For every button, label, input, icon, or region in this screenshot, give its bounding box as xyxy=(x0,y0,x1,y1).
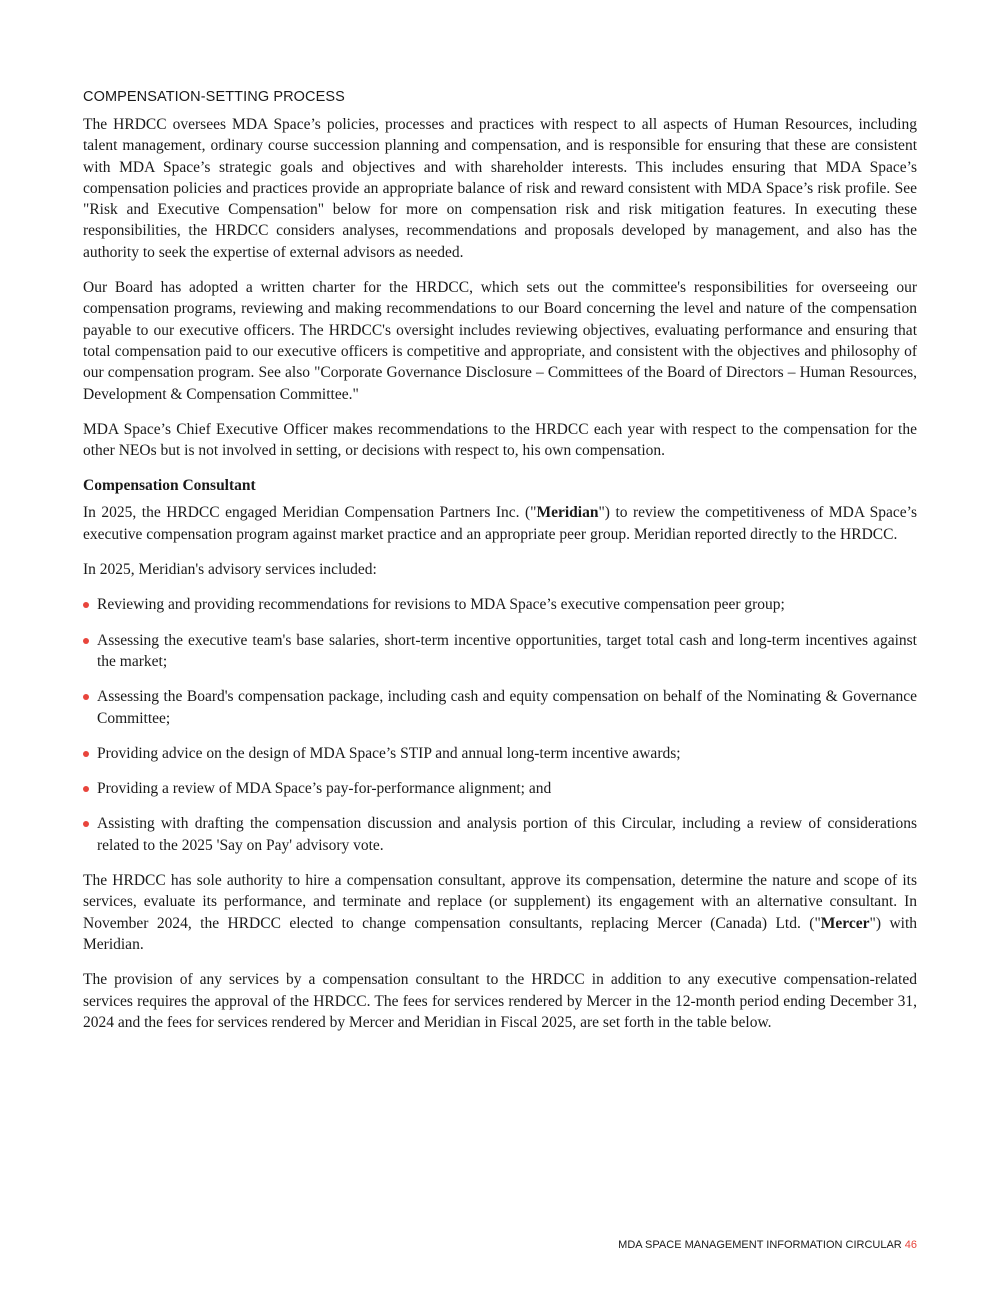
meridian-defined-term: Meridian xyxy=(536,504,599,522)
bullet-icon xyxy=(83,821,89,827)
page-footer xyxy=(618,1239,917,1251)
list-item xyxy=(83,686,917,729)
services-list xyxy=(83,594,917,856)
list-item xyxy=(83,630,917,673)
list-item-text: Assessing the Board's compensation package, including cash and equity compensation on behalf of the Nominating & Governance Committee; xyxy=(97,688,917,727)
authority-text: The HRDCC has sole authority to hire a compensation consultant, approve its compensation, determine the nature and scope of its services, evaluate its performance, and terminate and replace (or supplement) its engagement with an alternative consultant. In November 2024, the HRDCC elected to change compensation consultants, replacing Mercer (Canada) Ltd. (" xyxy=(83,872,917,932)
list-item xyxy=(83,743,917,764)
footer-title: MDA SPACE MANAGEMENT INFORMATION CIRCULAR xyxy=(618,1239,902,1251)
paragraph-consultant-fees: The provision of any services by a compensation consultant to the HRDCC in addition to any executive compensation-related services requires the approval of the HRDCC. The fees for services rendered by Mercer in the 12-month period ending December 31, 2024 and the fees for services rendered by Mercer and Meridian in Fiscal 2025, are set forth in the table below. xyxy=(83,971,917,1031)
list-item-text: Assessing the executive team's base salaries, short-term incentive opportunities, target total cash and long-term incentives against the market; xyxy=(97,631,917,670)
list-item-text: Providing a review of MDA Space’s pay-for-performance alignment; and xyxy=(97,780,552,798)
paragraph-hrdcc-oversight: The HRDCC oversees MDA Space’s policies, processes and practices with respect to all aspects of Human Resources, including talent management, ordinary course succession planning and compensation, and is responsible for ensuring that these are consistent with MDA Space’s strategic goals and objectives and with shareholder interests. This includes ensuring that MDA Space’s compensation policies and practices provide an appropriate balance of risk and reward consistent with MDA Space’s risk profile. See "Risk and Executive Compensation" below for more on compensation risk and risk mitigation features. In executing these responsibilities, the HRDCC considers analyses, recommendations and proposals developed by management, and also has the authority to seek the expertise of external advisors as needed. xyxy=(83,116,917,261)
meridian-intro-text: In 2025, the HRDCC engaged Meridian Compensation Partners Inc. (" xyxy=(83,504,537,522)
paragraph-ceo-recommendations: MDA Space’s Chief Executive Officer makes recommendations to the HRDCC each year with respect to the compensation for the other NEOs but is not involved in setting, or decisions with respect to, his own compensation. xyxy=(83,420,917,460)
bullet-icon xyxy=(83,602,89,608)
bullet-icon xyxy=(83,694,89,700)
list-item-text: Reviewing and providing recommendations for revisions to MDA Space’s executive compensation peer group; xyxy=(97,596,785,614)
mercer-defined-term: Mercer xyxy=(820,914,870,932)
paragraph-services-lead: In 2025, Meridian's advisory services included: xyxy=(83,561,377,579)
bullet-icon xyxy=(83,786,89,792)
authority-text-rest: ") with Meridian. xyxy=(83,914,918,953)
document-page xyxy=(83,86,917,1047)
subheading-compensation-consultant: Compensation Consultant xyxy=(83,477,256,495)
bullet-icon xyxy=(83,751,89,757)
bullet-icon xyxy=(83,638,89,644)
list-item xyxy=(83,594,917,615)
list-item xyxy=(83,778,917,799)
page-number: 46 xyxy=(904,1239,917,1251)
meridian-intro-rest: ") to review the competitiveness of MDA Space’s executive compensation program against market practice and an appropriate peer group. Meridian reported directly to the HRDCC. xyxy=(83,504,917,543)
paragraph-board-charter: Our Board has adopted a written charter for the HRDCC, which sets out the committee's responsibilities for overseeing our compensation programs, reviewing and making recommendations to our Board concerning the level and nature of the compensation payable to our executive officers. The HRDCC's oversight includes reviewing objectives, evaluating performance and ensuring that total compensation paid to our executive officers is competitive and appropriate, and consistent with the objectives and philosophy of our compensation program. See also "Corporate Governance Disclosure – Committees of the Board of Directors – Human Resources, Development & Compensation Committee." xyxy=(83,279,917,403)
list-item xyxy=(83,813,917,856)
paragraph-meridian-engagement xyxy=(83,502,917,545)
list-item-text: Providing advice on the design of MDA Space’s STIP and annual long-term incentive awards; xyxy=(97,744,681,762)
section-heading: COMPENSATION-SETTING PROCESS xyxy=(83,89,345,105)
paragraph-hrdcc-authority xyxy=(83,870,917,955)
list-item-text: Assisting with drafting the compensation discussion and analysis portion of this Circular, including a review of considerations related to the 2025 'Say on Pay' advisory vote. xyxy=(97,815,917,854)
